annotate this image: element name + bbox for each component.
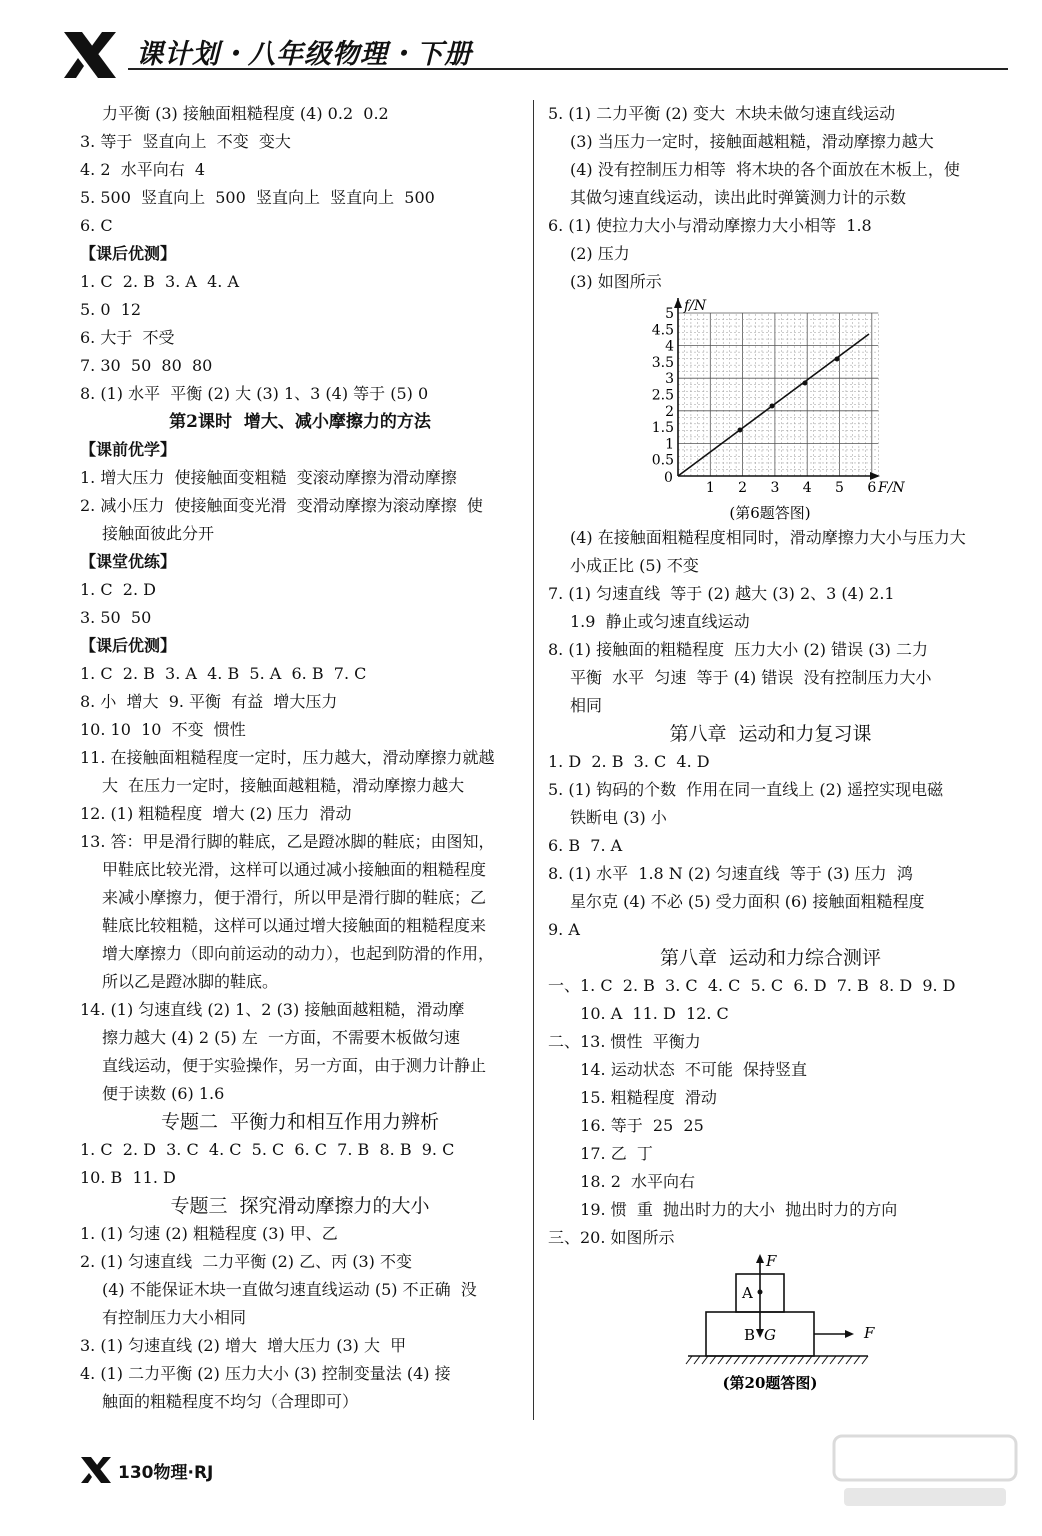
answer-line: 10. A 11. D 12. C [570, 1004, 729, 1023]
data-point [738, 428, 743, 433]
gravity-arrow-icon [756, 1329, 764, 1338]
answer-line: 4. (1) 二力平衡 (2) 压力大小 (3) 控制变量法 (4) 接 [80, 1364, 451, 1383]
section-heading: 专题二 平衡力和相互作用力辨析 [160, 1111, 440, 1133]
y-tick-label: 4 [665, 338, 674, 355]
answer-line: 12. (1) 粗糙程度 增大 (2) 压力 滑动 [80, 804, 352, 823]
answer-line: 甲鞋底比较光滑，这样可以通过减小接触面的粗糙程度 [102, 860, 487, 879]
answer-line: 鞋底比较粗糙，这样可以通过增大接触面的粗糙程度来 [102, 916, 487, 935]
y-tick-label: 0.5 [651, 452, 674, 469]
answer-line: 6. 大于 不受 [80, 328, 175, 347]
friction-graph-figure [548, 296, 993, 524]
answer-line: 9. A [548, 920, 580, 939]
gravity-label: G [764, 1326, 776, 1344]
answer-line: 1. 增大压力 使接触面变粗糙 变滚动摩擦为滑动摩擦 [80, 468, 457, 487]
answer-line: 2. (1) 匀速直线 二力平衡 (2) 乙、丙 (3) 不变 [80, 1252, 412, 1271]
section-heading: 专题三 探究滑动摩擦力的大小 [170, 1195, 430, 1217]
answer-line: 5. 500 竖直向上 500 竖直向上 竖直向上 500 [80, 188, 435, 207]
answer-line: 1.9 静止或匀速直线运动 [570, 612, 750, 631]
answer-line: 18. 2 水平向右 [570, 1172, 696, 1191]
answer-line: 1. C 2. D [80, 580, 156, 599]
y-tick-label: 3 [665, 371, 674, 388]
answer-line: 接触面彼此分开 [102, 524, 215, 543]
section-heading: 第八章 运动和力复习课 [669, 723, 872, 745]
watermark-logo-icon [830, 1432, 1020, 1512]
x-axis-arrow-icon [870, 472, 880, 480]
answer-line: 星尔克 (4) 不必 (5) 受力面积 (6) 接触面粗糙程度 [570, 892, 925, 911]
diagram-caption: (第20题答图) [722, 1374, 818, 1392]
answer-line: 8. (1) 水平 1.8 N (2) 匀速直线 等于 (3) 压力 鸿 [548, 864, 913, 883]
answer-line: 其做匀速直线运动，读出此时弹簧测力计的示数 [570, 188, 907, 207]
answer-line: (4) 不能保证木块一直做匀速直线运动 (5) 不正确 没 [102, 1280, 477, 1299]
answer-line: 5. (1) 二力平衡 (2) 变大 木块未做匀速直线运动 [548, 104, 896, 123]
answer-line: 14. 运动状态 不可能 保持竖直 [570, 1060, 808, 1079]
answer-line: 3. 等于 竖直向上 不变 变大 [80, 132, 291, 151]
answer-line: 6. C [80, 216, 113, 235]
upward-force-arrow-icon [756, 1254, 764, 1263]
answer-line: 增大摩擦力（即向前运动的动力），也起到防滑的作用， [102, 944, 495, 963]
answer-line: 17. 乙 丁 [570, 1144, 653, 1163]
answer-line: (3) 当压力一定时，接触面越粗糙，滑动摩擦力越大 [570, 132, 934, 151]
answer-line: 大 在压力一定时，接触面越粗糙，滑动摩擦力越大 [102, 776, 465, 795]
answer-line: 所以乙是蹬冰脚的鞋底。 [102, 972, 279, 991]
y-tick-label: 5 [665, 306, 674, 322]
force-top-label: F [766, 1252, 777, 1270]
answer-line: 二、13. 惯性 平衡力 [548, 1032, 701, 1051]
answer-line: 触面的粗糙程度不均匀（合理即可） [102, 1392, 359, 1411]
answer-line: 1. C 2. D 3. C 4. C 5. C 6. C 7. B 8. B 9. C [80, 1140, 455, 1159]
x-tick-label: 3 [770, 480, 780, 496]
answer-line: 6. B 7. A [548, 836, 623, 855]
y-axis-label: f/N [684, 298, 707, 314]
answer-line: 3. 50 50 [80, 608, 152, 627]
answer-line: (4) 没有控制压力相等 将木块的各个面放在木板上，使 [570, 160, 960, 179]
answer-line: 11. 在接触面粗糙程度一定时，压力越大，滑动摩擦力就越 [80, 748, 495, 767]
friction-graph [548, 296, 993, 524]
answer-line: 3. (1) 匀速直线 (2) 增大 增大压力 (3) 大 甲 [80, 1336, 407, 1355]
answer-line: 直线运动，便于实验操作，另一方面，由于测力计静止 [102, 1056, 487, 1075]
answer-line: 8. 小 增大 9. 平衡 有益 增大压力 [80, 692, 338, 711]
answer-line: 16. 等于 25 25 [570, 1116, 704, 1135]
header-title: 课计划・八年级物理・下册 [136, 39, 472, 70]
section-heading: 第八章 运动和力综合测评 [659, 947, 882, 969]
y-tick-label: 2 [665, 403, 674, 420]
answer-line: 相同 [570, 696, 603, 715]
answer-line: 5. 0 12 [80, 300, 142, 319]
answer-line: (2) 压力 [570, 244, 630, 263]
footer-logo-icon [80, 1456, 112, 1484]
page-header [62, 28, 1012, 84]
right-column [548, 100, 993, 1422]
answer-line: 来减小摩擦力，便于滑行，所以甲是滑行脚的鞋底；乙 [102, 888, 487, 907]
answer-line: 2. 减小压力 使接触面变光滑 变滑动摩擦为滚动摩擦 使 [80, 496, 483, 515]
answer-line: (3) 如图所示 [570, 272, 662, 291]
force-diagram-figure [548, 1252, 993, 1422]
block-b-label: B [744, 1326, 756, 1344]
force-right-label: F [864, 1324, 875, 1342]
y-tick-label: 3.5 [651, 354, 674, 371]
answer-line: 力平衡 (3) 接触面粗糙程度 (4) 0.2 0.2 [102, 104, 389, 123]
answer-line: 13. 答：甲是滑行脚的鞋底，乙是蹬冰脚的鞋底；由图知， [80, 832, 495, 851]
answer-line: 一、1. C 2. B 3. C 4. C 5. C 6. D 7. B 8. D 9. D [548, 976, 956, 995]
subsection-label: 【课后优测】 [80, 636, 177, 655]
answer-line: 19. 惯 重 抛出时力的大小 抛出时力的方向 [570, 1200, 898, 1219]
answer-line: 铁断电 (3) 小 [570, 808, 667, 827]
y-axis-arrow-icon [674, 298, 682, 308]
answer-line: 4. 2 水平向右 4 [80, 160, 206, 179]
data-point [770, 404, 775, 409]
answer-line: 8. (1) 水平 平衡 (2) 大 (3) 1、3 (4) 等于 (5) 0 [80, 384, 429, 403]
data-point [835, 357, 840, 362]
answer-line: 有控制压力大小相同 [102, 1308, 247, 1327]
answer-line: 便于读数 (6) 1.6 [102, 1084, 225, 1103]
section-heading: 第2课时 增大、减小摩擦力的方法 [169, 412, 431, 432]
answer-line: (4) 在接触面粗糙程度相同时，滑动摩擦力大小与压力大 [570, 528, 966, 547]
answer-line: 擦力越大 (4) 2 (5) 左 一方面，不需要木板做匀速 [102, 1028, 461, 1047]
pull-force-arrow-icon [845, 1330, 854, 1338]
left-column [80, 100, 520, 1416]
answer-line: 15. 粗糙程度 滑动 [570, 1088, 717, 1107]
answer-line: 1. (1) 匀速 (2) 粗糙程度 (3) 甲、乙 [80, 1224, 338, 1243]
answer-line: 7. 30 50 80 80 [80, 356, 213, 375]
column-divider [533, 100, 534, 1420]
force-diagram [548, 1252, 993, 1422]
answer-line: 三、20. 如图所示 [548, 1228, 675, 1247]
header-rule [128, 68, 1008, 70]
graph-caption: (第6题答图) [729, 504, 811, 522]
answer-line: 14. (1) 匀速直线 (2) 1、2 (3) 接触面越粗糙，滑动摩 [80, 1000, 465, 1019]
y-tick-label: 4.5 [651, 322, 674, 339]
y-tick-label: 1 [665, 436, 674, 453]
subsection-label: 【课前优学】 [80, 440, 177, 459]
origin-label: 0 [664, 470, 673, 486]
answer-line: 1. C 2. B 3. A 4. B 5. A 6. B 7. C [80, 664, 367, 683]
subsection-label: 【课堂优练】 [80, 552, 177, 571]
y-tick-label: 1.5 [651, 420, 674, 437]
answer-line: 5. (1) 钩码的个数 作用在同一直线上 (2) 遥控实现电磁 [548, 780, 944, 799]
x-tick-label: 4 [802, 480, 812, 496]
answer-line: 平衡 水平 匀速 等于 (4) 错误 没有控制压力大小 [570, 668, 932, 687]
answer-line: 8. (1) 接触面的粗糙程度 压力大小 (2) 错误 (3) 二力 [548, 640, 928, 659]
answer-line: 1. C 2. B 3. A 4. A [80, 272, 240, 291]
block-a-label: A [742, 1284, 753, 1302]
answer-line: 1. D 2. B 3. C 4. D [548, 752, 710, 771]
answer-line: 小成正比 (5) 不变 [570, 556, 699, 575]
answer-line: 6. (1) 使拉力大小与滑动摩擦力大小相等 1.8 [548, 216, 872, 235]
x-tick-label: 1 [705, 480, 715, 496]
answer-line: 10. 10 10 不变 惯性 [80, 720, 246, 739]
x-tick-label: 6 [867, 480, 877, 496]
answer-line: 7. (1) 匀速直线 等于 (2) 越大 (3) 2、3 (4) 2.1 [548, 584, 895, 603]
x-tick-label: 5 [835, 480, 844, 496]
data-point [803, 381, 808, 386]
answer-line: 10. B 11. D [80, 1168, 176, 1187]
y-tick-label: 2.5 [651, 387, 674, 404]
subsection-label: 【课后优测】 [80, 244, 177, 263]
publisher-logo-icon [62, 30, 118, 80]
page-number: 130物理·RJ [118, 1463, 214, 1483]
x-tick-label: 2 [738, 480, 748, 496]
x-axis-label: F/N [878, 480, 905, 496]
